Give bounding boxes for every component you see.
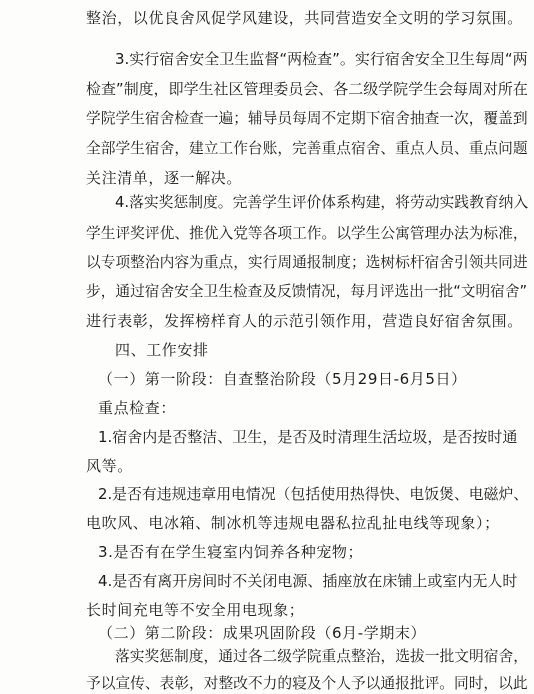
body-line: 4.落实奖惩制度。完善学生评价体系构建，将劳动实践教育纳入 — [115, 194, 529, 211]
subsection-heading: （二）第二阶段：成果巩固阶段（6月-学期末） — [98, 624, 427, 642]
list-item-continuation: 电吹风、电冰箱、制冰机等违规电器私拉乱扯电线等现象）； — [86, 514, 500, 532]
body-line: 步，通过宿舍安全卫生检查及反馈情况，每月评选出一批“文明宿舍” — [86, 283, 528, 300]
subsection-heading: （一）第一阶段：自查整治阶段（5月29日-6月5日） — [98, 370, 467, 388]
body-line: 学院学生宿舍检查一遍；辅导员每周不定期下宿舍抽查一次，覆盖到 — [86, 110, 528, 127]
list-item: 2.是否有违规违章用电情况（包括使用热得快、电饭煲、电磁炉、 — [98, 485, 529, 503]
list-item: 3.是否有在学生寝室内饲养各种宠物； — [98, 543, 364, 561]
body-line: 检查”制度，即学生社区管理委员会、各二级学院学生会每周对所在 — [86, 80, 528, 98]
section-heading: 四、工作安排 — [115, 341, 209, 359]
list-item: 4.是否有离开房间时不关闭电源、插座放在床铺上或室内无人时 — [98, 572, 518, 590]
list-item: 1.宿舍内是否整洁、卫生，是否及时清理生活垃圾，是否按时通 — [98, 428, 518, 446]
body-line: 整治，以优良舍风促学风建设，共同营造安全文明的学习氛围。 — [86, 9, 523, 27]
body-line: 落实奖惩制度，通过各二级学院重点整治，选拔一批文明宿舍， — [115, 648, 528, 665]
list-item-continuation: 风等。 — [86, 457, 133, 475]
body-line: 全部学生宿舍，建立工作台账，完善重点宿舍、重点人员、重点问题 — [86, 140, 528, 157]
body-line: 3.实行宿舍安全卫生监督“两检查”。实行宿舍安全卫生每周“两 — [115, 50, 528, 68]
body-line: 重点检查： — [98, 399, 177, 417]
list-item-continuation: 长时间充电等不安全用电现象； — [86, 601, 305, 619]
body-line: 进行表彰，发挥榜样育人的示范引领作用，营造良好宿舍氛围。 — [86, 312, 523, 330]
body-line: 以专项整治内容为重点，实行周通报制度；选树标杆宿舍引领共同进 — [86, 254, 528, 271]
body-line: 学生评奖评优、推优入党等各项工作。以学生公寓管理办法为标准， — [86, 225, 528, 242]
body-line: 关注清单，逐一解决。 — [86, 169, 243, 187]
body-line: 予以宣传、表彰，对整改不力的寝及个人予以通报批评。同时，以此 — [86, 675, 528, 692]
